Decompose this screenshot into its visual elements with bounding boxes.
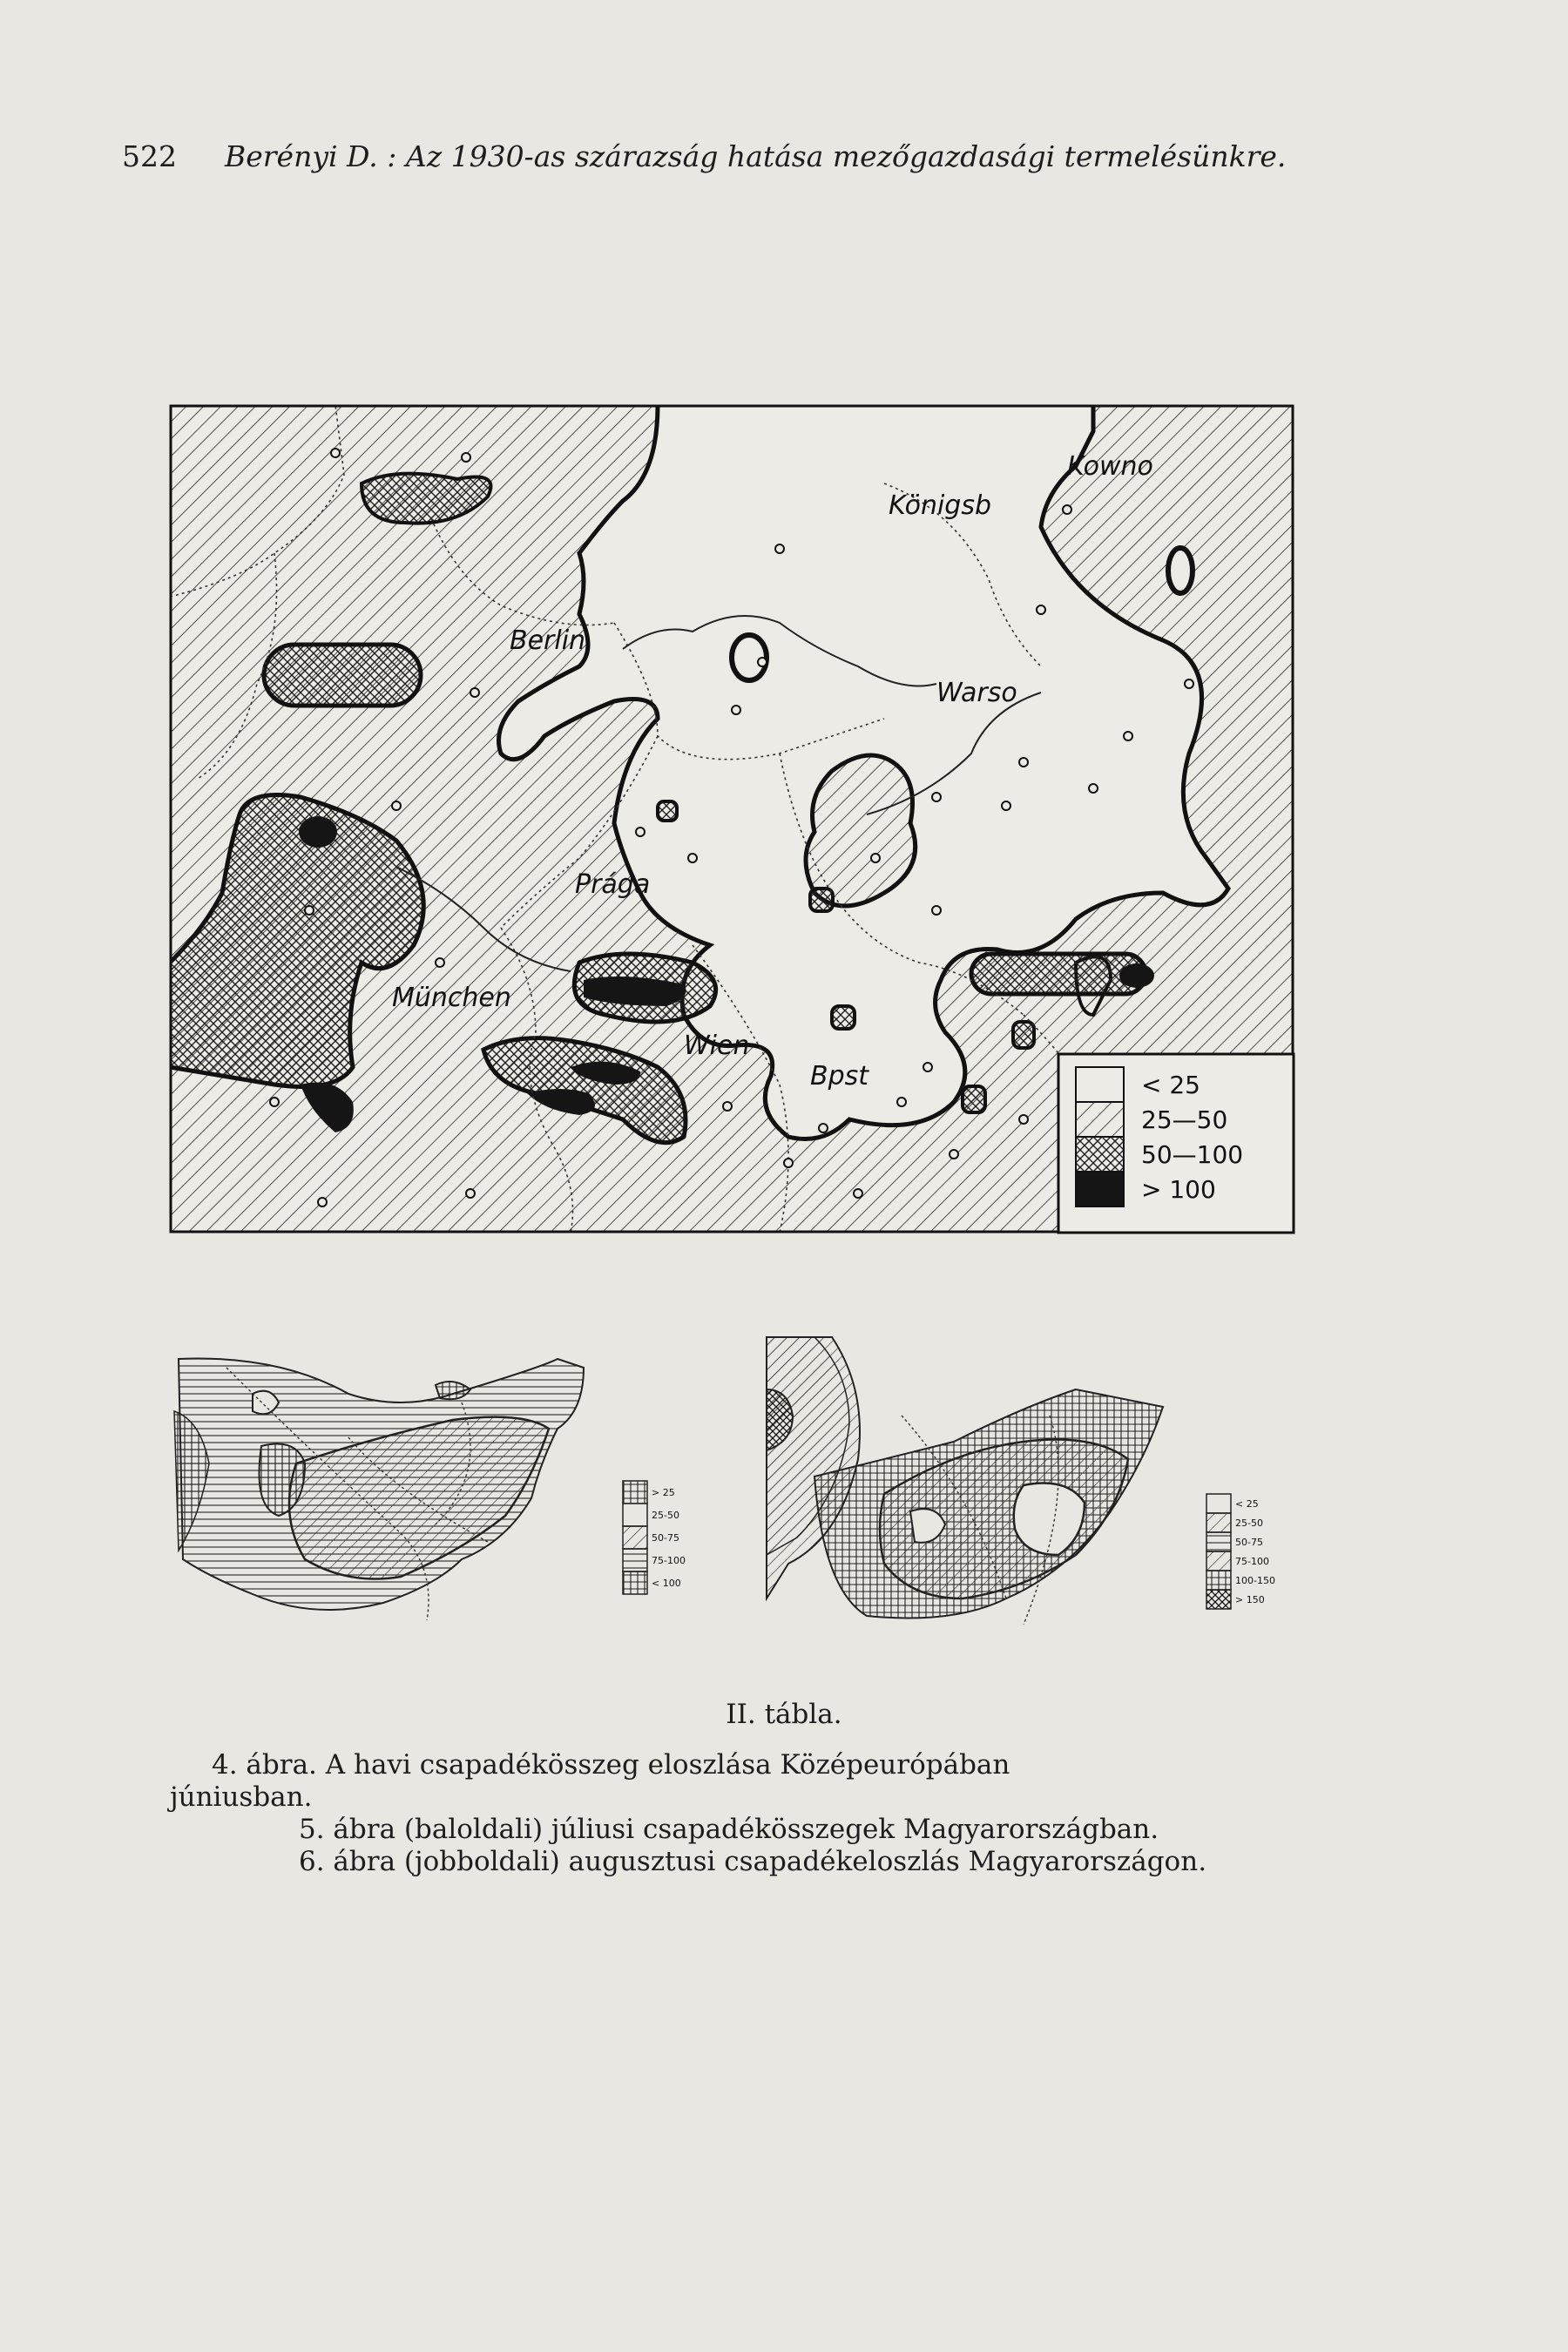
precipitation-map-central-europe bbox=[170, 405, 1294, 1233]
legend-50-100: 50—100 bbox=[1141, 1140, 1244, 1169]
map6-legend-5: > 150 bbox=[1235, 1594, 1265, 1605]
figure-6-caption: 6. ábra (jobboldali) augusztusi csapadékeloszlás Magyarországon. bbox=[299, 1846, 1207, 1877]
map6-legend-0: < 25 bbox=[1235, 1498, 1259, 1510]
figure-4-caption-line2: júniusban. bbox=[170, 1781, 313, 1813]
page-number: 522 bbox=[122, 139, 177, 173]
city-konigsberg: Königsb bbox=[889, 490, 992, 521]
city-kowno: Kowno bbox=[1067, 451, 1153, 482]
precipitation-map-hungary-august bbox=[762, 1337, 1275, 1673]
map6-legend bbox=[1206, 1494, 1275, 1609]
map5-legend-2: 50-75 bbox=[652, 1532, 679, 1544]
map6-legend-4: 100-150 bbox=[1235, 1575, 1275, 1586]
figure-5-caption: 5. ábra (baloldali) júliusi csapadékösszegek Magyarországban. bbox=[299, 1814, 1159, 1845]
precipitation-map-hungary-july bbox=[174, 1342, 714, 1673]
map5-legend-4: < 100 bbox=[652, 1578, 681, 1589]
map5-legend-0: > 25 bbox=[652, 1487, 675, 1498]
city-prague: Prága bbox=[575, 869, 651, 900]
city-budapest: Bpst bbox=[810, 1061, 869, 1092]
legend-lt25: < 25 bbox=[1141, 1071, 1200, 1099]
map6-legend-1: 25-50 bbox=[1235, 1517, 1263, 1529]
figure-4-caption-line1: 4. ábra. A havi csapadékösszeg eloszlása Középeurópában bbox=[212, 1749, 1010, 1781]
plate-title: II. tábla. bbox=[726, 1699, 842, 1730]
map6-legend-3: 75-100 bbox=[1235, 1556, 1269, 1567]
city-warsaw: Warso bbox=[936, 678, 1017, 708]
map5-legend-1: 25-50 bbox=[652, 1510, 679, 1521]
figure-4-caption bbox=[170, 1749, 1302, 1814]
city-vienna: Wien bbox=[684, 1031, 750, 1061]
running-title: Berényi D. : Az 1930-as szárazság hatása mezőgazdasági termelésünkre. bbox=[225, 139, 1287, 173]
main-map-legend bbox=[1058, 1054, 1294, 1233]
legend-25-50: 25—50 bbox=[1141, 1105, 1228, 1134]
page-header bbox=[122, 139, 1342, 174]
city-berlin: Berlin bbox=[510, 625, 586, 656]
map6-legend-2: 50-75 bbox=[1235, 1537, 1263, 1548]
legend-gt100: > 100 bbox=[1141, 1175, 1216, 1204]
map5-legend bbox=[623, 1481, 686, 1594]
map5-legend-3: 75-100 bbox=[652, 1555, 686, 1566]
city-munich: München bbox=[392, 983, 511, 1013]
